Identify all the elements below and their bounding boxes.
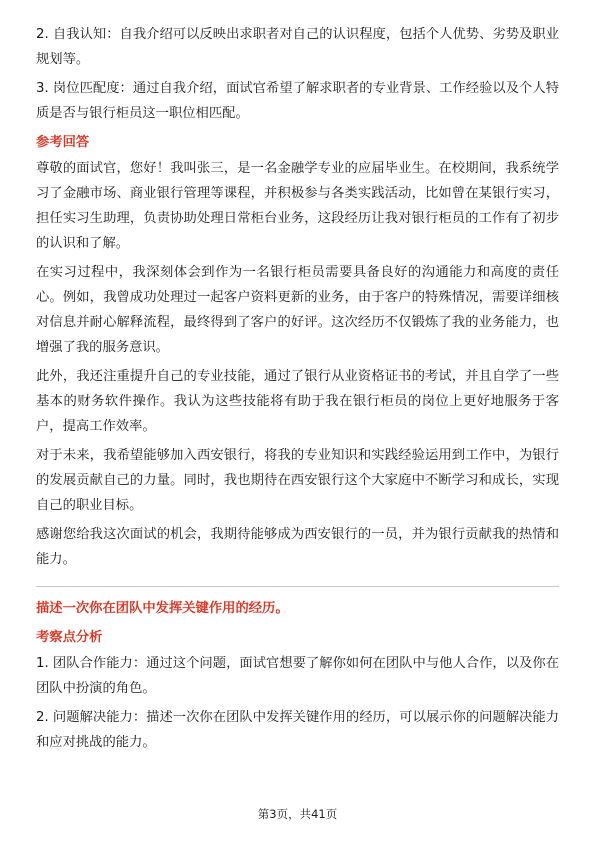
section-divider (36, 586, 559, 587)
analysis-point-1: 1. 团队合作能力：通过这个问题，面试官想要了解你如何在团队中与他人合作，以及你在团队中扮演的角色。 (36, 656, 559, 696)
analysis-point-2: 2. 问题解决能力：描述一次你在团队中发挥关键作用的经历，可以展示你的问题解决能力和应对挑战的能力。 (36, 710, 559, 750)
document-page (36, 22, 559, 759)
evaluation-point-3: 3. 岗位匹配度：通过自我介绍，面试官希望了解求职者的专业背景、工作经验以及个人特质是否与银行柜员这一职位相匹配。 (36, 81, 559, 121)
answer-paragraph: 在实习过程中，我深刻体会到作为一名银行柜员需要具备良好的沟通能力和高度的责任心。例如，我曾成功处理过一起客户资料更新的业务，由于客户的特殊情况，需要详细核对信息并耐心解释流程，最终得到了客户的好评。这次经历不仅锻炼了我的业务能力，也增强了我的服务意识。 (36, 265, 559, 355)
reference-answer-heading: 参考回答 (36, 135, 90, 150)
page-number-footer: 第3页，共41页 (257, 807, 338, 821)
answer-paragraph: 此外，我还注重提升自己的专业技能，通过了银行从业资格证书的考试，并且自学了一些基本的财务软件操作。我认为这些技能将有助于我在银行柜员的岗位上更好地服务于客户，提高工作效率。 (36, 369, 559, 434)
analysis-heading: 考察点分析 (36, 630, 103, 645)
evaluation-point-2: 2. 自我认知：自我介绍可以反映出求职者对自己的认识程度，包括个人优势、劣势及职业规划等。 (36, 27, 559, 67)
interview-question: 描述一次你在团队中发挥关键作用的经历。 (36, 601, 289, 616)
answer-paragraph: 尊敬的面试官，您好！我叫张三，是一名金融学专业的应届毕业生。在校期间，我系统学习了金融市场、商业银行管理等课程，并积极参与各类实践活动，比如曾在某银行实习，担任实习生助理，负责协助处理日常柜台业务，这段经历让我对银行柜员的工作有了初步的认识和了解。 (36, 161, 559, 251)
answer-paragraph: 对于未来，我希望能够加入西安银行，将我的专业知识和实践经验运用到工作中，为银行的发展贡献自己的力量。同时，我也期待在西安银行这个大家庭中不断学习和成长，实现自己的职业目标。 (36, 448, 559, 513)
answer-paragraph: 感谢您给我这次面试的机会，我期待能够成为西安银行的一员，并为银行贡献我的热情和能力。 (36, 527, 559, 567)
